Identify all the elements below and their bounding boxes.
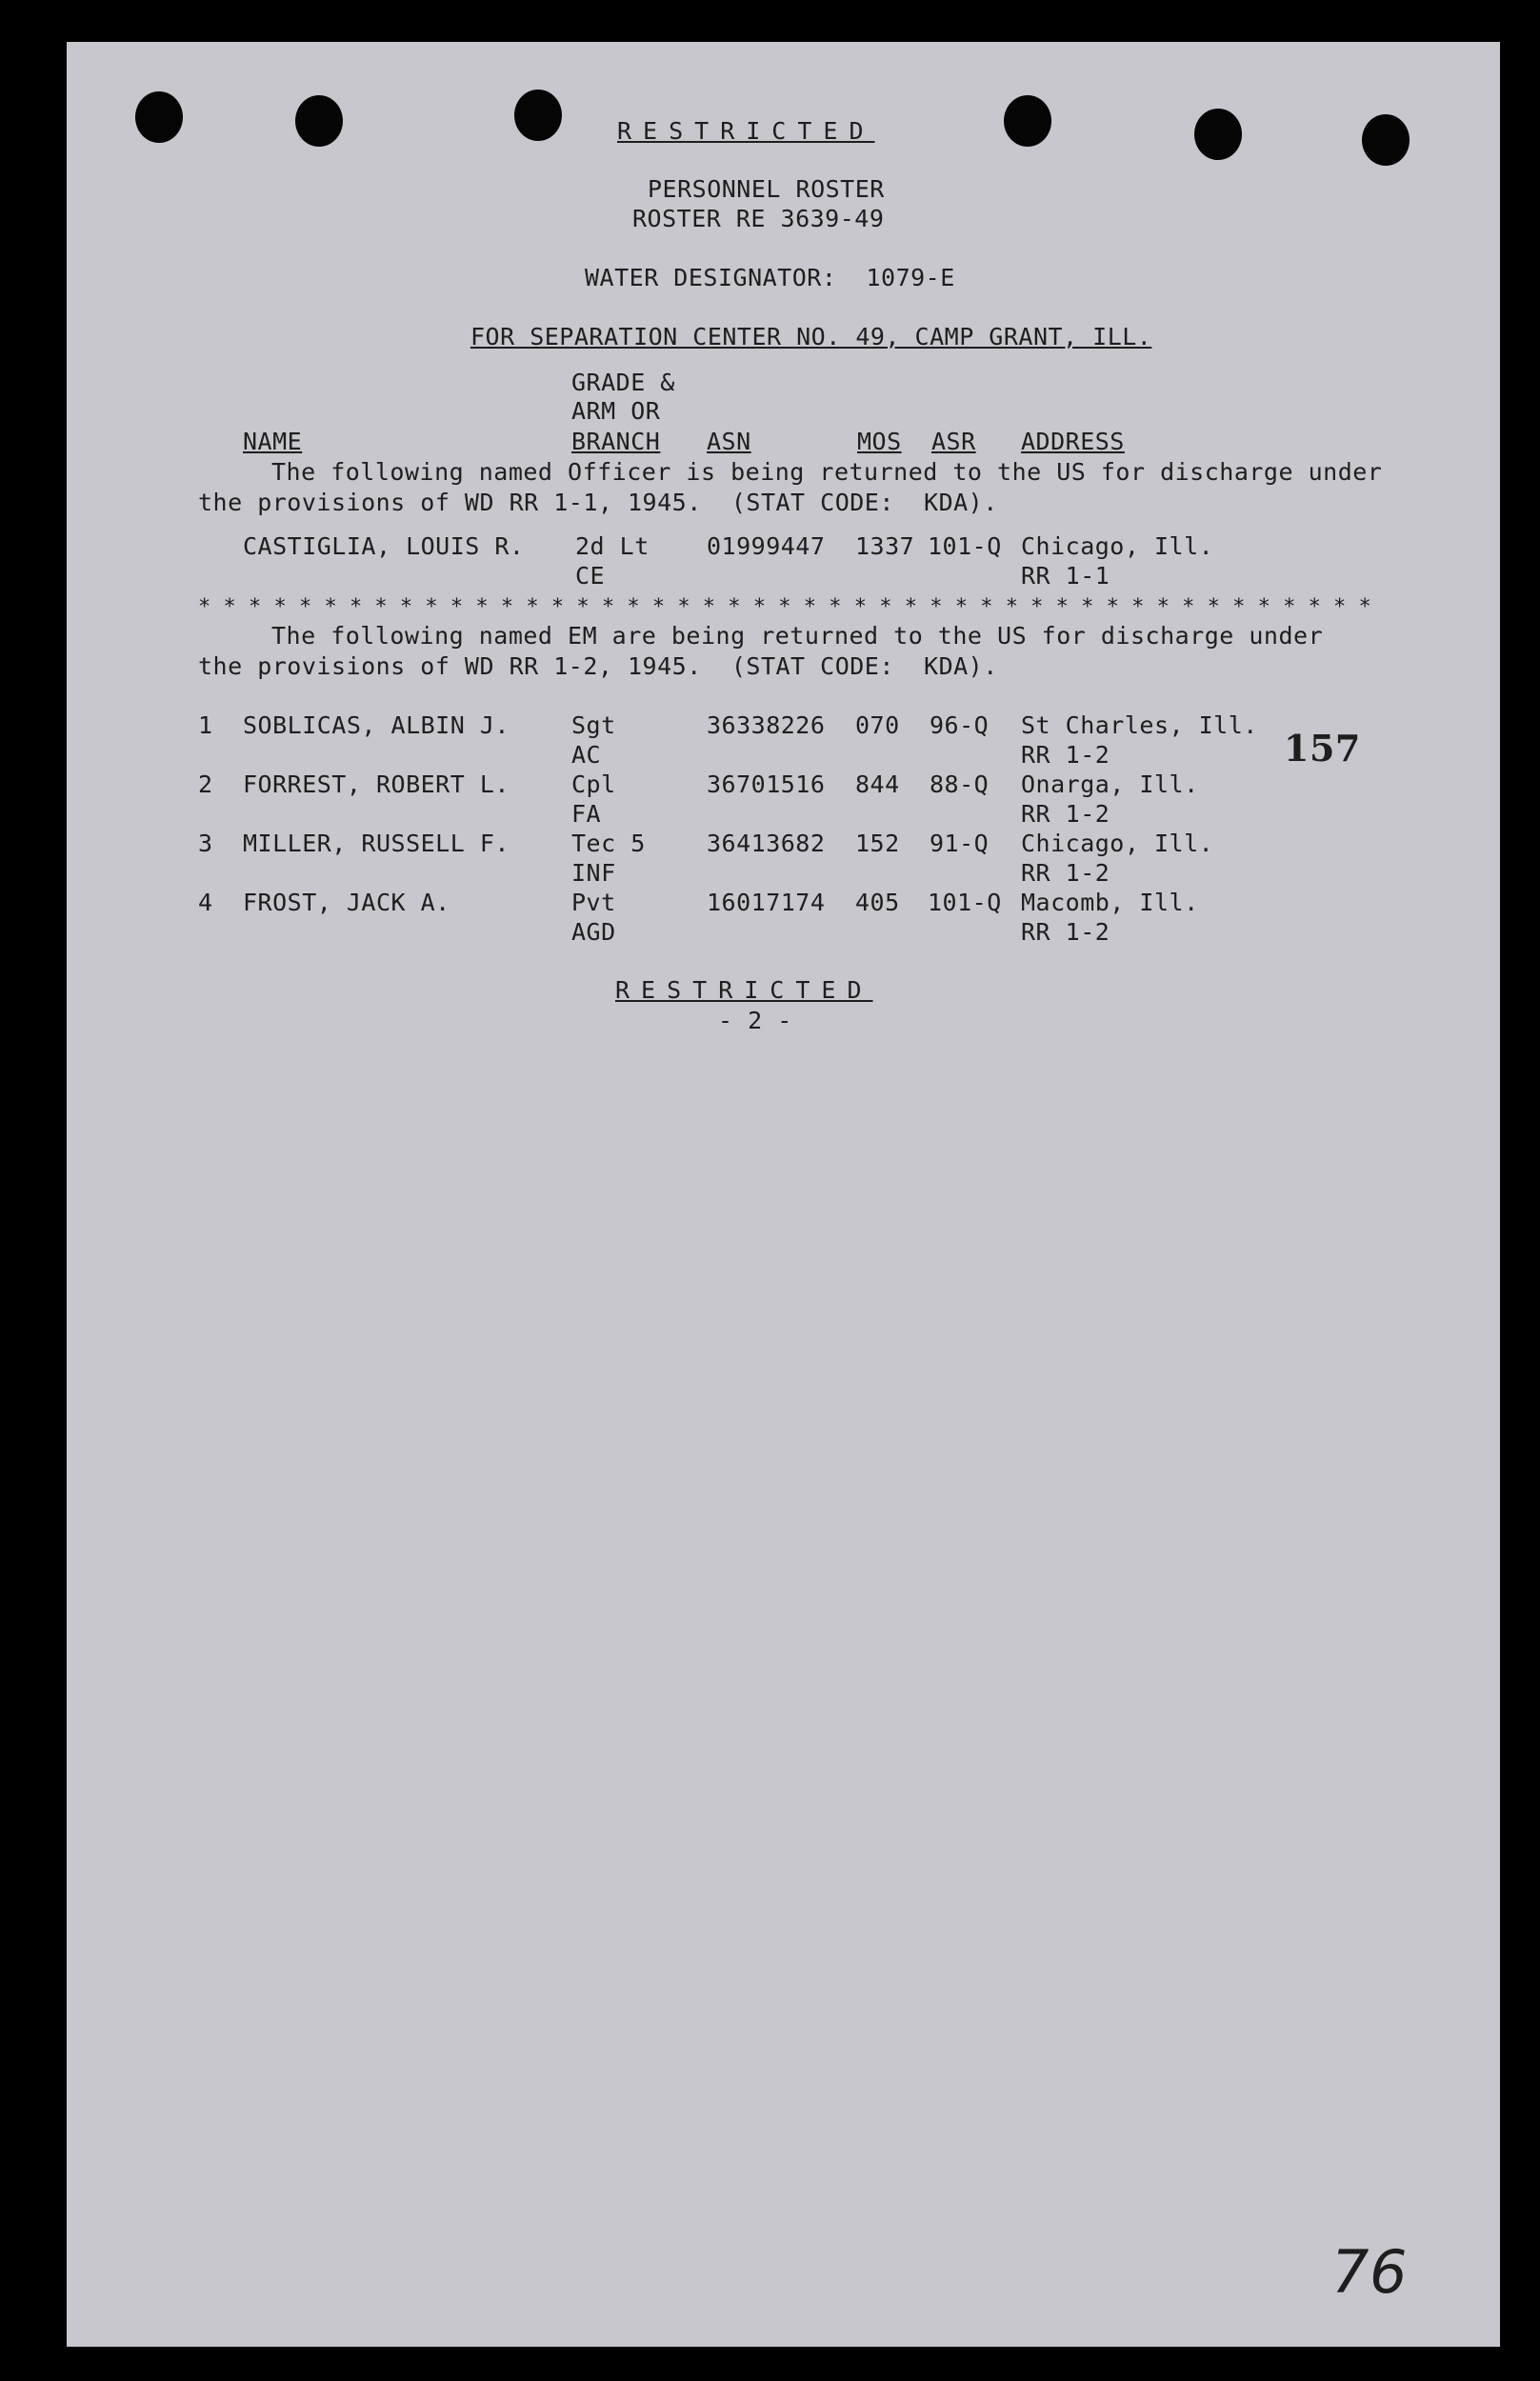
column-header-address: ADDRESS (1021, 428, 1125, 455)
em-rr: RR 1-2 (1021, 859, 1110, 887)
em-mos: 405 (855, 889, 900, 916)
em-name: FROST, JACK A. (243, 889, 450, 916)
em-name: SOBLICAS, ALBIN J. (243, 711, 510, 739)
punch-hole (514, 90, 562, 141)
em-grade: Tec 5 (571, 830, 646, 857)
officer-grade: 2d Lt (575, 532, 650, 560)
restricted-footer: RESTRICTED (615, 976, 873, 1004)
em-asn: 36413682 (707, 830, 826, 857)
em-rr: RR 1-2 (1021, 800, 1110, 828)
em-rr: RR 1-2 (1021, 741, 1110, 769)
em-branch: FA (571, 800, 602, 828)
separation-center: FOR SEPARATION CENTER NO. 49, CAMP GRANT, ILL. (470, 323, 1152, 350)
em-asr: 96-Q (930, 711, 990, 739)
em-mos: 152 (855, 830, 900, 857)
em-asr: 91-Q (930, 830, 990, 857)
officer-asn: 01999447 (707, 532, 826, 560)
em-name: MILLER, RUSSELL F. (243, 830, 510, 857)
column-header-mos: MOS (857, 428, 902, 455)
page-number: - 2 - (718, 1007, 792, 1034)
em-branch: AC (571, 741, 602, 769)
officer-address: Chicago, Ill. (1021, 532, 1214, 560)
em-branch: AGD (571, 918, 616, 946)
punch-hole (135, 91, 183, 143)
em-row-number: 1 (198, 711, 213, 739)
handwritten-number: 76 (1331, 2237, 1408, 2307)
stamp-number: 157 (1284, 727, 1361, 770)
punch-hole (1194, 109, 1242, 160)
em-branch: INF (571, 859, 616, 887)
em-asn: 36701516 (707, 770, 826, 798)
officer-rr: RR 1-1 (1021, 562, 1110, 590)
em-address: Macomb, Ill. (1021, 889, 1199, 916)
column-header-grade-line1: GRADE & (571, 369, 675, 396)
column-header-branch: BRANCH (571, 428, 661, 455)
em-grade: Sgt (571, 711, 616, 739)
punch-hole (1004, 95, 1051, 147)
em-row-number: 3 (198, 830, 213, 857)
column-header-asn: ASN (707, 428, 751, 455)
em-mos: 070 (855, 711, 900, 739)
em-grade: Cpl (571, 770, 616, 798)
em-intro-line2: the provisions of WD RR 1-2, 1945. (STAT CODE: KDA). (198, 652, 998, 680)
punch-hole (295, 95, 343, 147)
officer-intro-line2: the provisions of WD RR 1-1, 1945. (STAT CODE: KDA). (198, 489, 998, 516)
em-grade: Pvt (571, 889, 616, 916)
roster-title: PERSONNEL ROSTER (648, 175, 885, 203)
punch-hole (1362, 114, 1410, 166)
restricted-header: RESTRICTED (617, 117, 875, 145)
officer-intro-line1: The following named Officer is being returned to the US for discharge under (271, 458, 1383, 486)
officer-asr: 101-Q (928, 532, 1002, 560)
em-asr: 101-Q (928, 889, 1002, 916)
em-mos: 844 (855, 770, 900, 798)
water-designator: WATER DESIGNATOR: 1079-E (585, 264, 955, 291)
em-rr: RR 1-2 (1021, 918, 1110, 946)
em-intro-line1: The following named EM are being returned to the US for discharge under (271, 622, 1324, 650)
em-address: Onarga, Ill. (1021, 770, 1199, 798)
em-asn: 36338226 (707, 711, 826, 739)
em-address: Chicago, Ill. (1021, 830, 1214, 857)
column-header-name: NAME (243, 428, 303, 455)
em-name: FORREST, ROBERT L. (243, 770, 510, 798)
em-asr: 88-Q (930, 770, 990, 798)
em-address: St Charles, Ill. (1021, 711, 1258, 739)
officer-branch: CE (575, 562, 606, 590)
column-header-asr: ASR (931, 428, 976, 455)
column-header-grade-line2: ARM OR (571, 397, 661, 425)
star-separator: * * * * * * * * * * * * * * * * * * * * * * * * * * * * * * * * * * * * * * * * * * * * * * * (198, 595, 1371, 619)
em-asn: 16017174 (707, 889, 826, 916)
officer-mos: 1337 (855, 532, 915, 560)
roster-number: ROSTER RE 3639-49 (632, 205, 885, 232)
officer-name: CASTIGLIA, LOUIS R. (243, 532, 525, 560)
em-row-number: 4 (198, 889, 213, 916)
document-page (67, 42, 1500, 2347)
em-row-number: 2 (198, 770, 213, 798)
